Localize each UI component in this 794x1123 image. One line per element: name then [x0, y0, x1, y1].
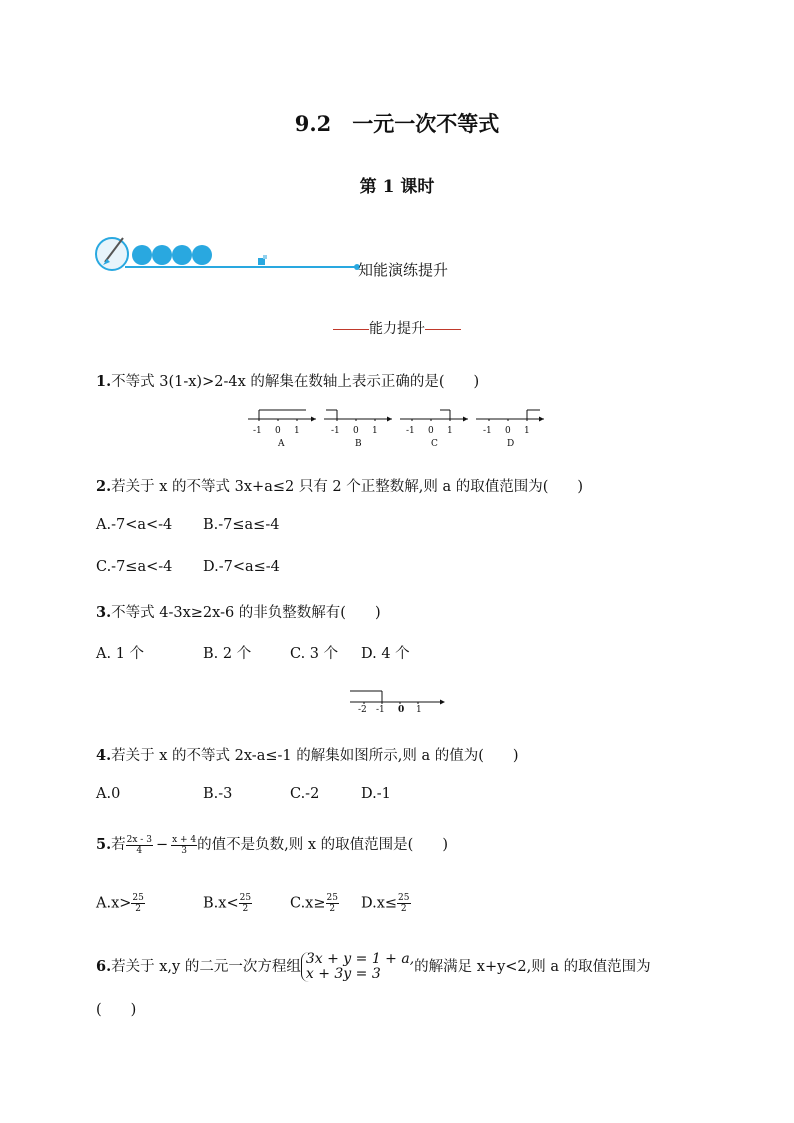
- question-6-text: 的解满足 x+y<2,则 a 的取值范围为: [414, 959, 651, 975]
- q5-fraction-1: $\frac{2x - 3}{4}$: [126, 834, 152, 856]
- question-5-text: 的值不是负数,则 x 的取值范围是( ): [197, 837, 448, 853]
- label-A: A: [278, 439, 285, 449]
- q2-option-b: B.-7≤a≤-4: [203, 517, 280, 533]
- q3-option-c: C. 3 个: [290, 646, 339, 662]
- label-D: D: [507, 439, 515, 449]
- q3-option-b: B. 2 个: [203, 646, 252, 662]
- q4-option-b: B.-3: [203, 786, 233, 802]
- label-C: C: [431, 439, 438, 449]
- question-2: 2.若关于 x 的不等式 3x+a≤2 只有 2 个正整数解,则 a 的取值范围为( ): [96, 478, 584, 495]
- question-2-text: 若关于 x 的不等式 3x+a≤2 只有 2 个正整数解,则 a 的取值范围为( ): [111, 479, 584, 495]
- q5-option-a: A.x> $\frac{25}{2}$: [96, 893, 144, 914]
- question-3: 3.不等式 4-3x≥2x-6 的非负整数解有( ): [96, 604, 381, 621]
- section-label: 能力提升: [369, 321, 425, 337]
- q4-option-c: C.-2: [290, 786, 320, 802]
- q2-option-d: D.-7<a≤-4: [203, 559, 280, 575]
- q4-tick-labels: -2 -1 0 1: [358, 705, 422, 715]
- question-4: 4.若关于 x 的不等式 2x-a≤-1 的解集如图所示,则 a 的值为( ): [96, 747, 519, 764]
- q5-option-d: D.x≤ $\frac{25}{2}$: [361, 893, 410, 914]
- q3-option-d: D. 4 个: [361, 646, 410, 662]
- q6-equation-system: 3x + y = 1 + a, x + 3y = 3: [301, 952, 414, 982]
- q1-figure-labels: -1 0 1 -1 0 1 -1 0 1 -1 0 1 A B C D: [253, 426, 530, 449]
- question-1: 1.不等式 3(1-x)>2-4x 的解集在数轴上表示正确的是( ): [96, 373, 480, 390]
- banner-label: 知能演练提升: [358, 261, 449, 279]
- q3-option-a: A. 1 个: [96, 646, 145, 662]
- section-heading: [0, 318, 794, 338]
- q5-option-c: C.x≥ $\frac{25}{2}$: [290, 893, 338, 914]
- q5-option-b: B.x< $\frac{25}{2}$: [203, 893, 252, 914]
- q6-answer-paren: ( ): [96, 1002, 137, 1018]
- label-B: B: [355, 439, 362, 449]
- question-5: 5.若 $\frac{2x - 3}{4}$ − $\frac{x + 4}{3}$ 的值不是负数,则 x 的取值范围是( ): [96, 834, 448, 856]
- page-subtitle: 第 1 课时: [359, 177, 435, 197]
- page-title: 9.2 一元一次不等式: [294, 111, 500, 136]
- q2-option-c: C.-7≤a<-4: [96, 559, 173, 575]
- question-6: 6.若关于 x,y 的二元一次方程组 3x + y = 1 + a, x + 3y = 3 的解满足 x+y<2,则 a 的取值范围为: [96, 951, 651, 982]
- q4-option-d: D.-1: [361, 786, 391, 802]
- q2-option-a: A.-7<a<-4: [96, 517, 173, 533]
- question-4-text: 若关于 x 的不等式 2x-a≤-1 的解集如图所示,则 a 的值为( ): [111, 748, 519, 764]
- question-1-text: 不等式 3(1-x)>2-4x 的解集在数轴上表示正确的是( ): [111, 374, 480, 390]
- q4-option-a: A.0: [96, 786, 121, 802]
- q5-fraction-2: $\frac{x + 4}{3}$: [172, 834, 197, 856]
- question-3-text: 不等式 4-3x≥2x-6 的非负整数解有( ): [111, 605, 381, 621]
